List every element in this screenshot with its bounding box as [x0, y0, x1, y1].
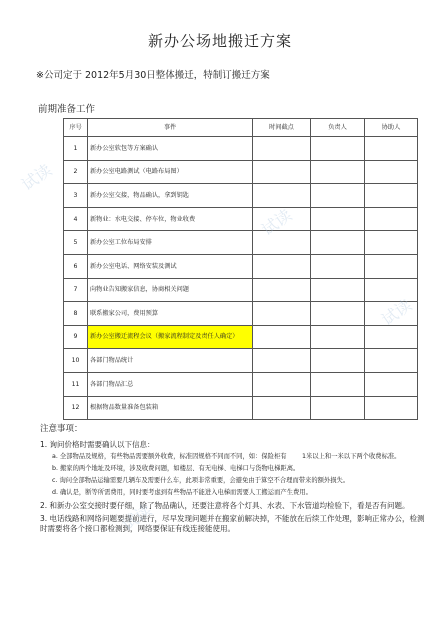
row-number: 5: [64, 231, 88, 255]
header-cell: 时间截点: [253, 119, 311, 137]
time-cell: [253, 325, 311, 349]
row-number: 9: [64, 325, 88, 349]
owner-cell: [311, 231, 365, 255]
note-item: [40, 501, 430, 511]
note-item: [40, 440, 430, 450]
assistant-cell: [365, 184, 418, 208]
header-cell: 负责人: [311, 119, 365, 137]
event-cell: 新办公室工位布局安排: [88, 231, 253, 255]
header-cell: 协助人: [365, 119, 418, 137]
note-item: [52, 477, 430, 485]
row-number: 3: [64, 184, 88, 208]
table-row: [64, 137, 418, 161]
assistant-cell: [365, 302, 418, 326]
event-cell: 新办公室电话、网络安装及测试: [88, 254, 253, 278]
row-number: 8: [64, 302, 88, 326]
assistant-cell: [365, 278, 418, 302]
header-cell: 序号: [64, 119, 88, 137]
owner-cell: [311, 396, 365, 420]
event-cell: 向物业告知搬家信息，协商相关问题: [88, 278, 253, 302]
row-number: 1: [64, 137, 88, 161]
time-cell: [253, 254, 311, 278]
table-row: [64, 278, 418, 302]
time-cell: [253, 278, 311, 302]
owner-cell: [311, 349, 365, 373]
owner-cell: [311, 302, 365, 326]
event-cell: 各部门物品汇总: [88, 372, 253, 396]
watermark: 试读: [18, 160, 56, 195]
watermark: 试读: [378, 295, 416, 330]
time-cell: [253, 160, 311, 184]
assistant-cell: [365, 231, 418, 255]
note-text: 1. 询问价格时需要确认以下信息：: [40, 440, 155, 450]
watermark: 试读: [258, 205, 296, 240]
event-cell: 联系搬家公司，费用预算: [88, 302, 253, 326]
note-tail-text: 1米以上和一米以下两个收费标准。: [302, 452, 401, 460]
owner-cell: [311, 254, 365, 278]
owner-cell: [311, 160, 365, 184]
table-row: [64, 372, 418, 396]
section-title: 前期准备工作: [38, 104, 96, 115]
note-text: a. 全部物品及规格，有些物品需要额外收费，标准因规格不同而不同，如：保险柜有: [52, 452, 287, 460]
notes-heading: 注意事项：: [40, 424, 83, 434]
row-number: 12: [64, 396, 88, 420]
assistant-cell: [365, 207, 418, 231]
time-cell: [253, 302, 311, 326]
note-text: d. 确认是，断等所需费用，同时要考虑到有些物品不能进入电梯而需要人工搬运而产生费用。: [52, 489, 312, 497]
assistant-cell: [365, 325, 418, 349]
time-cell: [253, 137, 311, 161]
row-number: 4: [64, 207, 88, 231]
table-row: [64, 160, 418, 184]
time-cell: [253, 184, 311, 208]
note-text: c. 询问全部物品运输需要几辆车及需要什么车，此项非常重要，会避免由于算空不合理而带来的额外损失。: [52, 477, 350, 485]
note-text: b. 搬家的两个地址及环境，涉及收费问题，如楼层、有无电梯、电梯口与货物电梯距离。: [52, 464, 300, 472]
event-cell: 新办公室交接，物品确认，拿到钥匙: [88, 184, 253, 208]
note-item: [52, 453, 430, 461]
table-row: [64, 302, 418, 326]
row-number: 6: [64, 254, 88, 278]
assistant-cell: [365, 349, 418, 373]
owner-cell: [311, 325, 365, 349]
header-cell: 事件: [88, 119, 253, 137]
table-row: [64, 207, 418, 231]
owner-cell: [311, 278, 365, 302]
assistant-cell: [365, 396, 418, 420]
time-cell: [253, 396, 311, 420]
time-cell: [253, 349, 311, 373]
note-item: [40, 514, 430, 534]
event-cell: 各部门物品统计: [88, 349, 253, 373]
table-row: [64, 254, 418, 278]
time-cell: [253, 372, 311, 396]
table-row: [64, 396, 418, 420]
assistant-cell: [365, 137, 418, 161]
event-cell: 新办公室电路测试（电路布局图）: [88, 160, 253, 184]
row-number: 2: [64, 160, 88, 184]
note-text: 3. 电话线路和网络问题要提前进行，尽早发现问题并在搬家前解决掉，不能放在后续工作处理，影响正常办公，检测时需要将各个接口都检测到，网络要保证有线连接能使用。: [40, 514, 425, 533]
event-cell: 新物业：水电交接、停车位，物业收费: [88, 207, 253, 231]
document-title: 新办公场地搬迁方案: [147, 32, 292, 50]
row-number: 7: [64, 278, 88, 302]
event-cell: 根据物品数量准备包装箱: [88, 396, 253, 420]
table-row: [64, 184, 418, 208]
event-cell: 新办公室搬迁流程会议（搬家流程制定及责任人确定）: [88, 325, 253, 349]
preparation-table: [63, 118, 418, 420]
row-number: 11: [64, 372, 88, 396]
table-row: [64, 349, 418, 373]
owner-cell: [311, 207, 365, 231]
assistant-cell: [365, 254, 418, 278]
time-cell: [253, 231, 311, 255]
row-number: 10: [64, 349, 88, 373]
owner-cell: [311, 372, 365, 396]
table-row: [64, 325, 418, 349]
assistant-cell: [365, 160, 418, 184]
event-cell: 新办公室软包等方案确认: [88, 137, 253, 161]
assistant-cell: [365, 372, 418, 396]
table-row: [64, 231, 418, 255]
table-header-row: [64, 119, 418, 137]
watermark: 试读: [118, 500, 156, 535]
note-item: [52, 489, 430, 497]
intro-line: ※公司定于 2012年5月30日整体搬迁，特制订搬迁方案: [36, 70, 270, 81]
note-text: 2. 和新办公室交接时要仔细，除了物品确认，还要注意将各个灯具、水表、下水管道均检验下，看是否有问题。: [40, 501, 410, 511]
owner-cell: [311, 184, 365, 208]
note-item: [52, 465, 430, 473]
owner-cell: [311, 137, 365, 161]
notes-section: [40, 424, 430, 537]
time-cell: [253, 207, 311, 231]
